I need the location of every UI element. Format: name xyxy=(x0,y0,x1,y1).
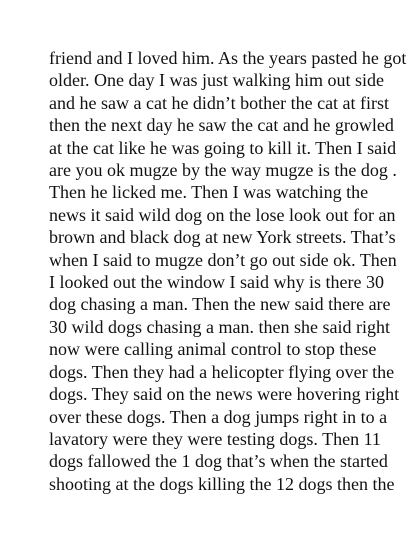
text-line-18: lavatory were they were testing dogs. Then 11 xyxy=(49,428,381,449)
text-line-19: dogs fallowed the 1 dog that’s when the started xyxy=(49,451,388,472)
text-line-2: older. One day I was just walking him out side xyxy=(49,70,384,91)
text-line-6: are you ok mugze by the way mugze is the dog . xyxy=(49,160,397,181)
text-line-1: friend and I loved him. As the years pasted he got xyxy=(49,48,407,68)
text-line-13: 30 wild dogs chasing a man. then she said right xyxy=(49,316,390,337)
text-line-7: Then he licked me. Then I was watching the xyxy=(49,182,369,203)
text-line-4: then the next day he saw the cat and he growled xyxy=(49,115,394,136)
text-line-12: dog chasing a man. Then the new said there are xyxy=(49,294,391,315)
story-text xyxy=(49,47,407,495)
text-line-15: dogs. Then they had a helicopter flying over the xyxy=(49,361,395,382)
text-line-5: at the cat like he was going to kill it. Then I said xyxy=(49,137,397,158)
text-line-17: over these dogs. Then a dog jumps right in to a xyxy=(49,406,388,427)
text-line-11: I looked out the window I said why is there 30 xyxy=(49,272,384,293)
text-line-10: when I said to mugze don’t go out side ok. Then xyxy=(49,249,397,270)
text-line-16: dogs. They said on the news were hovering right xyxy=(49,384,400,405)
text-line-8: news it said wild dog on the lose look out for an xyxy=(49,204,396,225)
text-line-9: brown and black dog at new York streets. That’s xyxy=(49,227,396,248)
text-line-14: now were calling animal control to stop these xyxy=(49,339,377,360)
text-line-20: shooting at the dogs killing the 12 dogs then the xyxy=(49,473,395,494)
text-line-3: and he saw a cat he didn’t bother the cat at first xyxy=(49,92,390,113)
